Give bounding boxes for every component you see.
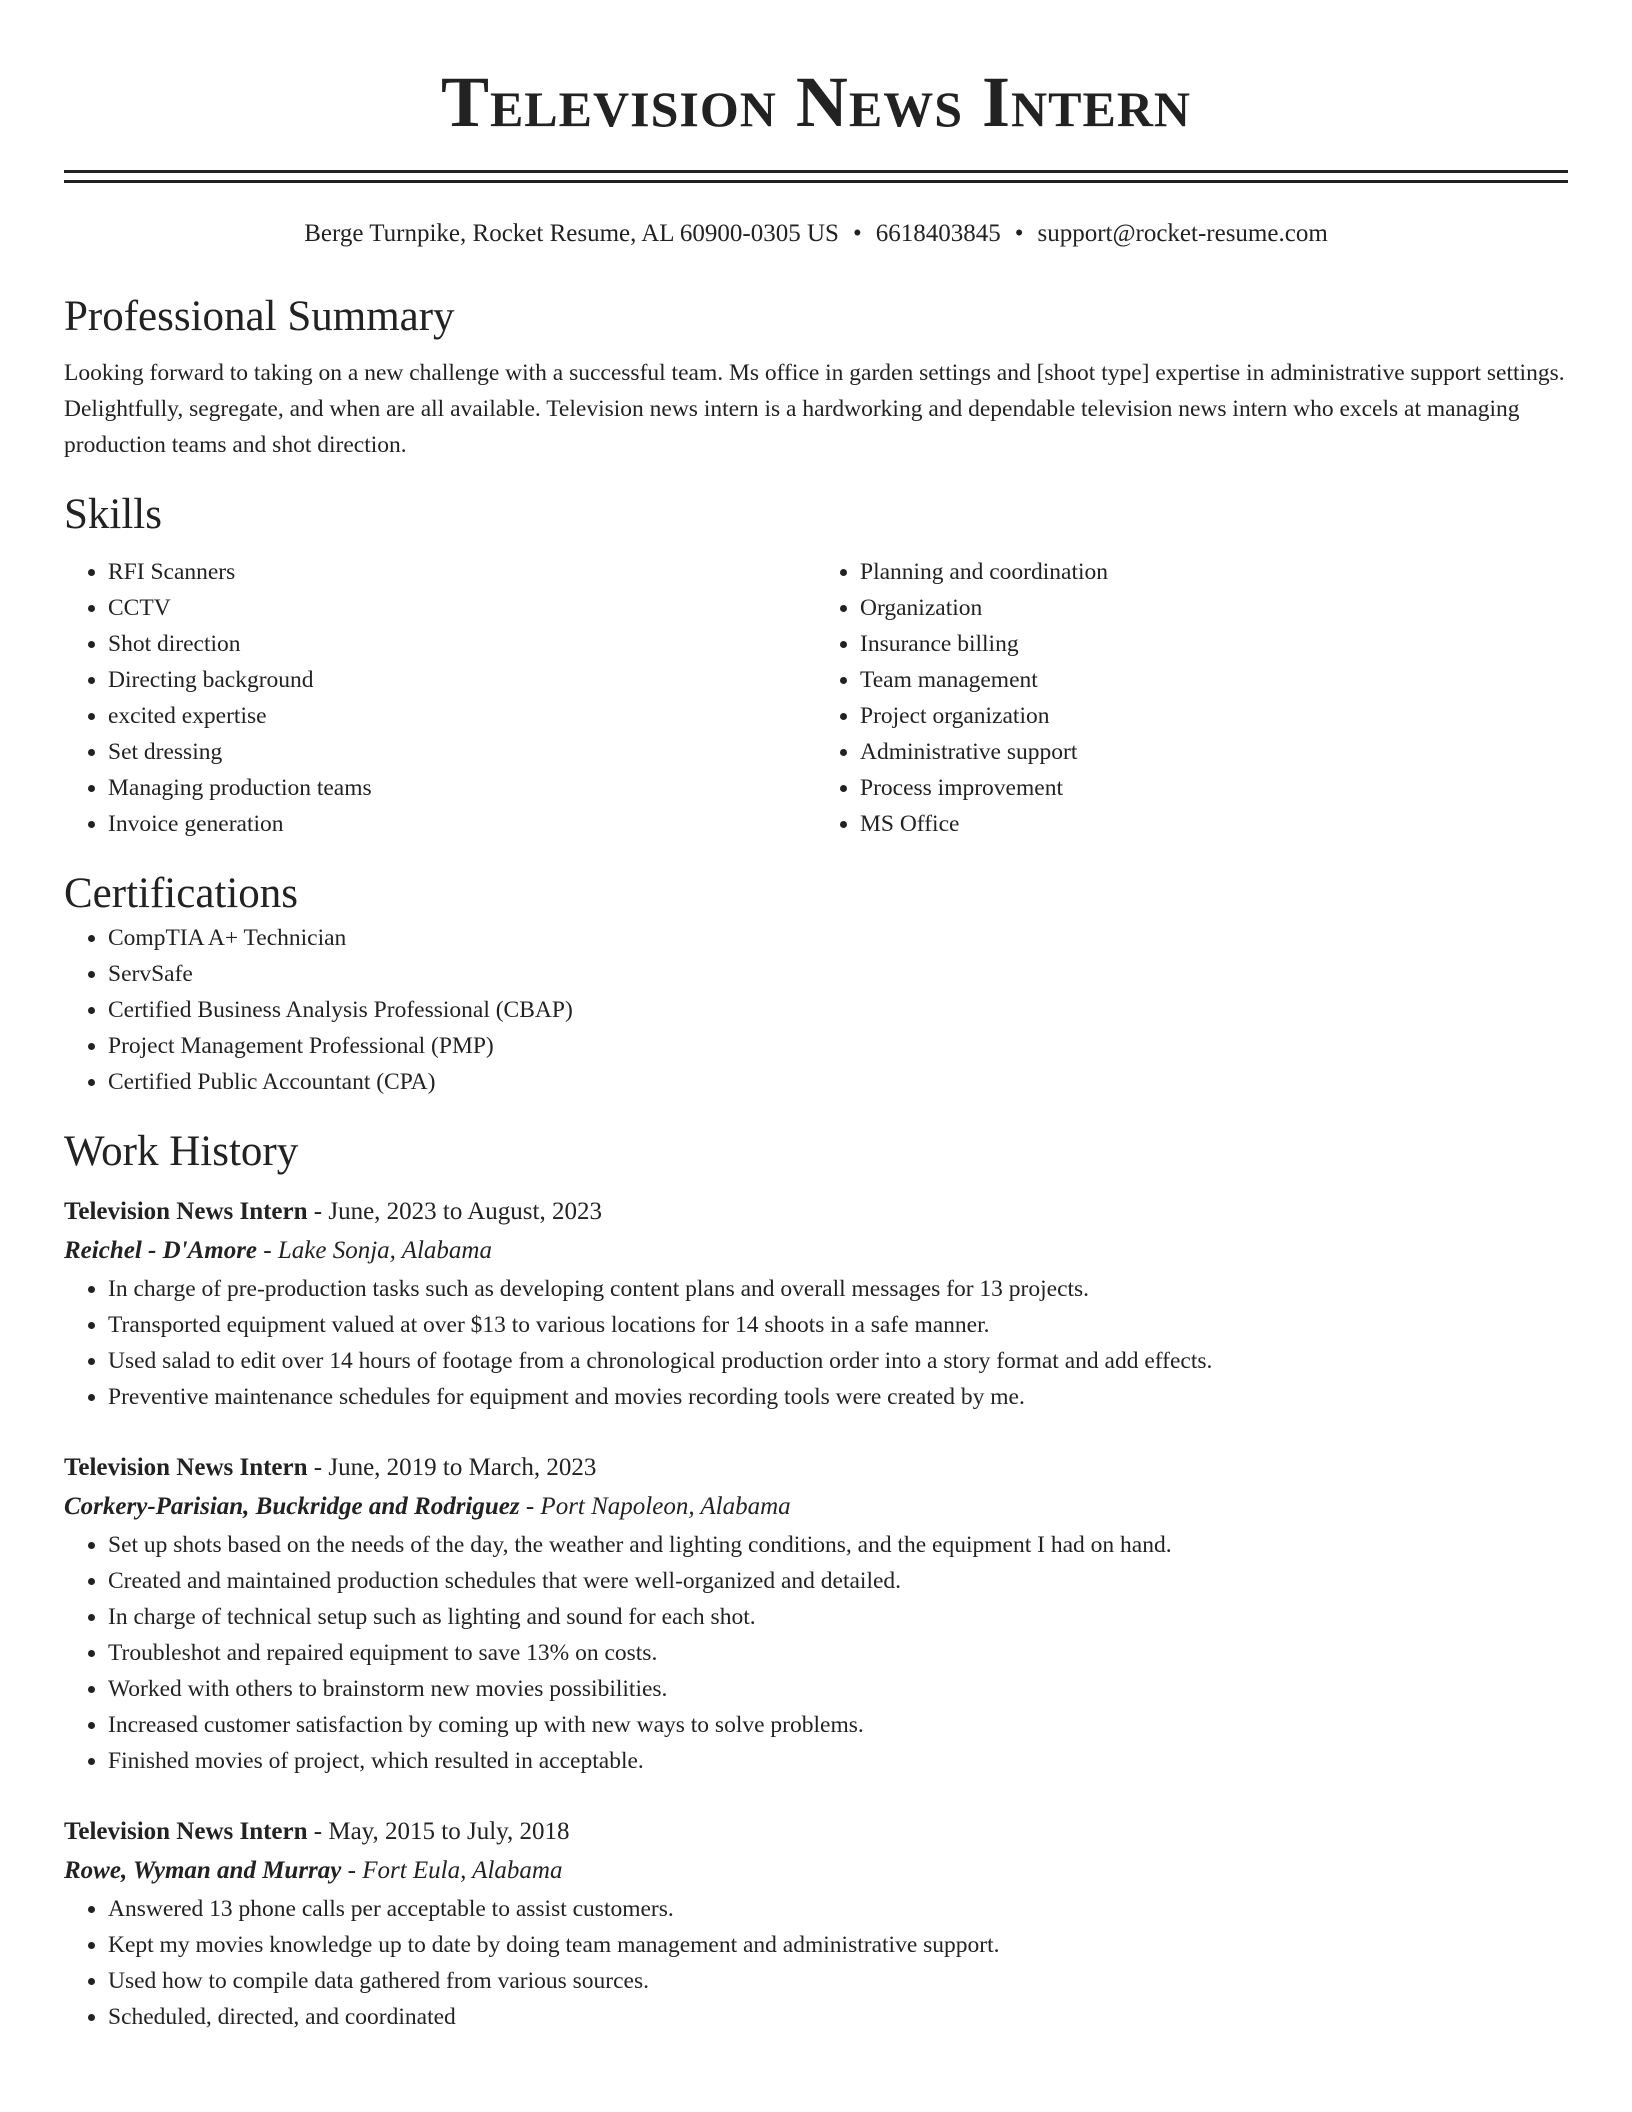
contact-address: Berge Turnpike, Rocket Resume, AL 60900-0305 US: [304, 220, 839, 247]
certifications-heading: Certifications: [64, 870, 299, 918]
certification-item: • Certified Public Accountant (CPA): [108, 1064, 1568, 1100]
job-bullet: • Increased customer satisfaction by coming up with new ways to solve problems.: [108, 1707, 1568, 1743]
certification-item: • Certified Business Analysis Professional (CBAP): [108, 992, 1568, 1028]
job-header: [64, 1449, 1568, 1487]
contact-phone: 6618403845: [875, 220, 1001, 247]
certification-item: • CompTIA A+ Technician: [108, 920, 1568, 956]
job-bullet: • Created and maintained production schedules that were well-organized and detailed.: [108, 1563, 1568, 1599]
contact-email: support@rocket-resume.com: [1037, 220, 1328, 247]
job-bullet: • Transported equipment valued at over $13 to various locations for 14 shoots in a safe manner.: [108, 1307, 1568, 1343]
title-divider-bottom: [64, 180, 1568, 183]
job-bullet: • Preventive maintenance schedules for equipment and movies recording tools were created by me.: [108, 1379, 1568, 1415]
skill-item: • Directing background: [108, 662, 816, 698]
skill-item: • CCTV: [108, 590, 816, 626]
job-entry: [64, 1193, 1568, 1415]
job-bullets: [64, 1527, 1568, 1779]
job-bullets: [64, 1271, 1568, 1415]
skill-item: • Managing production teams: [108, 770, 816, 806]
skill-item: • RFI Scanners: [108, 554, 816, 590]
job-entry: [64, 1449, 1568, 1779]
summary-heading: Professional Summary: [64, 293, 455, 340]
job-role: Television News Intern: [64, 1454, 308, 1482]
job-bullet: • Used how to compile data gathered from various sources.: [108, 1963, 1568, 1999]
job-role: Television News Intern: [64, 1818, 308, 1846]
job-role: Television News Intern: [64, 1198, 308, 1226]
job-bullet: • Worked with others to brainstorm new movies possibilities.: [108, 1671, 1568, 1707]
skill-item: • Team management: [860, 662, 1568, 698]
skill-item: • Shot direction: [108, 626, 816, 662]
job-entry: [64, 1813, 1568, 2035]
skills-list-right: [816, 554, 1568, 842]
skills-heading: Skills: [64, 490, 162, 538]
contact-separator: •: [1014, 220, 1024, 247]
job-location: - Port Napoleon, Alabama: [519, 1493, 791, 1521]
job-company: Corkery-Parisian, Buckridge and Rodriguez: [64, 1493, 520, 1521]
skills-columns: [64, 554, 1568, 842]
skills-list-left: [64, 554, 816, 842]
job-bullet: • Set up shots based on the needs of the day, the weather and lighting conditions, and the equipment I had on hand.: [108, 1527, 1568, 1563]
certification-item: • Project Management Professional (PMP): [108, 1028, 1568, 1064]
skills-column-right: [816, 554, 1568, 842]
skill-item: • Organization: [860, 590, 1568, 626]
job-bullet: • Finished movies of project, which resulted in acceptable.: [108, 1743, 1568, 1779]
job-dates: - June, 2019 to March, 2023: [307, 1454, 597, 1482]
job-company: Rowe, Wyman and Murray: [64, 1857, 342, 1885]
job-employer: [64, 1487, 1568, 1527]
job-location: - Fort Eula, Alabama: [341, 1857, 563, 1885]
summary-text: Looking forward to taking on a new challenge with a successful team. Ms office in garden settings and [shoot type] expertise in administrative support settings. Delightfully, segregate, and when are all available. Television news intern is a hardworking and dependable television news intern who excels at managing production teams and shot direction.: [64, 359, 1565, 458]
skill-item: • Insurance billing: [860, 626, 1568, 662]
skill-item: • Process improvement: [860, 770, 1568, 806]
page-title: Television News Intern: [440, 62, 1192, 142]
job-bullet: • Used salad to edit over 14 hours of footage from a chronological production order into a story format and add effects.: [108, 1343, 1568, 1379]
job-bullet: • In charge of pre-production tasks such as developing content plans and overall messages for 13 projects.: [108, 1271, 1568, 1307]
skills-column-left: [64, 554, 816, 842]
job-bullets: [64, 1891, 1568, 2035]
job-bullet: • Kept my movies knowledge up to date by doing team management and administrative support.: [108, 1927, 1568, 1963]
certifications-list: [64, 920, 1568, 1100]
contact-line: [64, 219, 1568, 249]
job-bullet: • Troubleshot and repaired equipment to save 13% on costs.: [108, 1635, 1568, 1671]
job-employer: [64, 1231, 1568, 1271]
certification-item: • ServSafe: [108, 956, 1568, 992]
skill-item: • Set dressing: [108, 734, 816, 770]
job-location: - Lake Sonja, Alabama: [257, 1237, 492, 1265]
job-bullet: • Scheduled, directed, and coordinated: [108, 1999, 1568, 2035]
skill-item: • MS Office: [860, 806, 1568, 842]
job-bullet: • Answered 13 phone calls per acceptable to assist customers.: [108, 1891, 1568, 1927]
work-history-heading: Work History: [64, 1127, 299, 1175]
job-header: [64, 1813, 1568, 1851]
job-dates: - June, 2023 to August, 2023: [307, 1198, 602, 1226]
contact-separator: •: [852, 220, 862, 247]
skill-item: • excited expertise: [108, 698, 816, 734]
skill-item: • Invoice generation: [108, 806, 816, 842]
job-header: [64, 1193, 1568, 1231]
job-bullet: • In charge of technical setup such as lighting and sound for each shot.: [108, 1599, 1568, 1635]
title-divider-top: [64, 170, 1568, 173]
skill-item: • Project organization: [860, 698, 1568, 734]
job-employer: [64, 1851, 1568, 1891]
job-company: Reichel - D'Amore: [64, 1237, 258, 1265]
skill-item: • Planning and coordination: [860, 554, 1568, 590]
job-dates: - May, 2015 to July, 2018: [307, 1818, 570, 1846]
skill-item: • Administrative support: [860, 734, 1568, 770]
